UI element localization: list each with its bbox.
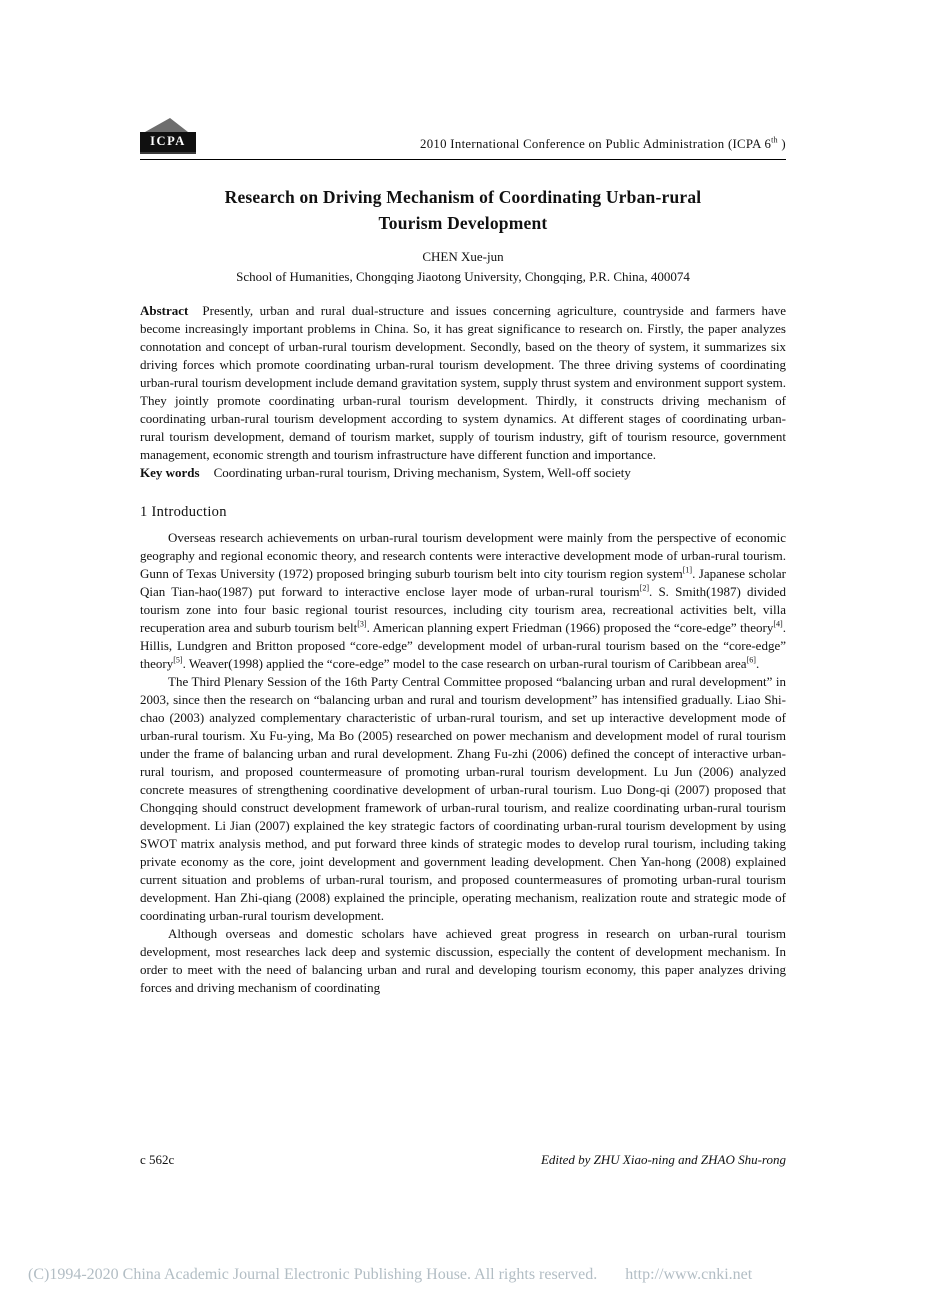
page-number: c 562c bbox=[140, 1152, 175, 1167]
abstract-paragraph bbox=[140, 302, 786, 464]
keywords-label: Key words bbox=[140, 465, 200, 480]
paper-title bbox=[140, 184, 786, 236]
conference-title-suffix: ) bbox=[777, 137, 786, 151]
conference-title-sup: th bbox=[771, 135, 778, 145]
author: CHEN Xue-jun bbox=[422, 249, 504, 264]
abstract-label: Abstract bbox=[140, 303, 189, 318]
cnki-url: http://www.cnki.net bbox=[625, 1266, 753, 1283]
logo-text: ICPA bbox=[140, 132, 196, 154]
conference-title-text: 2010 International Conference on Public Administration (ICPA 6 bbox=[420, 137, 772, 151]
intro-paragraph-3: Although overseas and domestic scholars have achieved great progress in research on urban-rural tourism development, most researches lack deep and systemic discussion, especially the content of development mechanism. In order to meet with the need of balancing urban and rural and developing tourism economy, this paper analyzes driving forces and driving mechanism of coordinating bbox=[140, 926, 786, 995]
paper-title-line2: Tourism Development bbox=[378, 213, 548, 233]
conference-title bbox=[420, 137, 786, 154]
keywords-line bbox=[140, 464, 786, 482]
abstract-text: Presently, urban and rural dual-structure and issues concerning agriculture, countryside and farmers have become increasingly important problems in China. So, it has great significance to research on. Firstly, the paper analyzes connotation and concept of urban-rural tourism development. Secondly, based on the theory of system, it summarizes six driving forces which promote coordinating urban-rural tourism development. The three driving systems of coordinating urban-rural tourism development include demand gravitation system, supply thrust system and environment support system. They jointly promote coordinating urban-rural tourism development. Thirdly, it constructs driving mechanism of coordinating urban-rural tourism development according to system dynamics. At different stages of coordinating urban-rural tourism development, demand of tourism market, supply of tourism industry, gift of tourism resource, government management, economic strength and tourism infrastructure have different function and importance. bbox=[140, 303, 786, 462]
page-footer bbox=[140, 1152, 786, 1168]
intro-paragraph-1: Overseas research achievements on urban-rural tourism development were mainly from the perspective of economic geography and regional economic theory, and research contents were interactive development mode of urban-rural tourism. Gunn of Texas University (1972) proposed bringing suburb tourism belt into city tourism region system[1]. Japanese scholar Qian Tian-hao(1987) put forward to interactive enclose layer mode of urban-rural tourism[2]. S. Smith(1987) divided tourism zone into four basic regional tourist resources, including city tourism area, recreational activities belt, villa recuperation area and suburb tourism belt[3]. American planning expert Friedman (1966) proposed the “core-edge” theory[4]. Hillis, Lundgren and Britton proposed “core-edge” development model of urban-rural tourism based on the “core-edge” theory[5]. Weaver(1998) applied the “core-edge” model to the case research on urban-rural tourism of Caribbean area[6]. bbox=[140, 530, 786, 671]
icpa-logo bbox=[140, 118, 196, 154]
header-bar bbox=[140, 118, 786, 160]
cnki-watermark bbox=[28, 1266, 752, 1284]
page-content bbox=[140, 0, 786, 997]
edited-by: Edited by ZHU Xiao-ning and ZHAO Shu-rong bbox=[540, 1152, 786, 1167]
keywords-text: Coordinating urban-rural tourism, Driving mechanism, System, Well-off society bbox=[213, 465, 631, 480]
copyright-notice: (C)1994-2020 China Academic Journal Electronic Publishing House. All rights reserved. bbox=[28, 1266, 598, 1283]
intro-paragraph-2: The Third Plenary Session of the 16th Party Central Committee proposed “balancing urban and rural development” in 2003, since then the research on “balancing urban and rural and tourism development” has intensified gradually. Liao Shi-chao (2003) analyzed complementary characteristic of urban-rural tourism, and set up interactive development mode of urban-rural tourism. Xu Fu-ying, Ma Bo (2005) researched on power mechanism and development model of rural tourism under the frame of balancing urban and rural development. Zhang Fu-zhi (2006) defined the concept of interactive urban-rural tourism, and proposed countermeasure of promoting urban-rural tourism development. Lu Jun (2006) analyzed concrete measures of strengthening coordinative development of urban-rural tourism. Luo Dong-qi (2007) proposed that Chongqing should construct development framework of urban-rural tourism, and realize coordinating urban-rural tourism development. Li Jian (2007) explained the key strategic factors of coordinating urban-rural tourism development by using SWOT matrix analysis method, and put forward three kinds of strategic modes to develop rural tourism, including taking private economy as the core, joint development and government leading development. Chen Yan-hong (2008) explained current situation and problems of urban-rural tourism, and proposed countermeasures of promoting urban-rural tourism development. Han Zhi-qiang (2008) explained the principle, operating mechanism, realization route and strategic mode of coordinating urban-rural tourism development. bbox=[140, 674, 786, 923]
logo-mountain-icon bbox=[145, 118, 188, 132]
section-heading-introduction: 1 Introduction bbox=[140, 504, 227, 520]
affiliation: School of Humanities, Chongqing Jiaotong University, Chongqing, P.R. China, 400074 bbox=[236, 269, 690, 284]
paper-title-line1: Research on Driving Mechanism of Coordinating Urban-rural bbox=[224, 187, 702, 207]
